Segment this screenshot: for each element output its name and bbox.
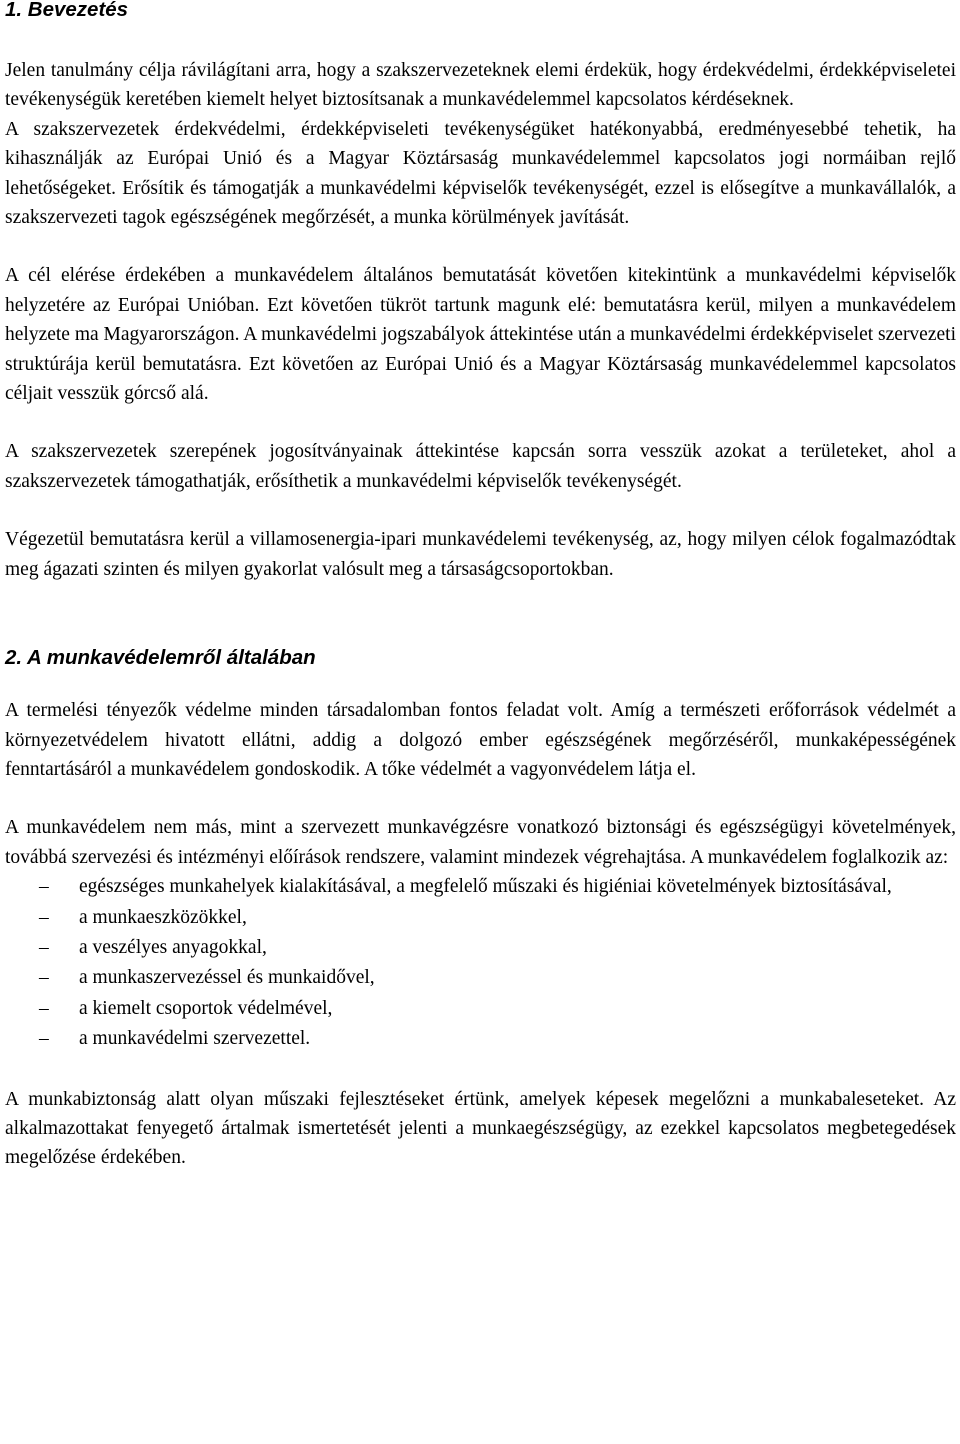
list-item: – a kiemelt csoportok védelmével, xyxy=(5,994,956,1024)
list-item: – a munkaeszközökkel, xyxy=(5,903,956,933)
paragraph: Végezetül bemutatásra kerül a villamosenergia-ipari munkavédelemi tevékenység, az, hogy milyen célok fogalmazódtak meg ágazati szinten és milyen gyakorlat valósult meg a társaságcsoportokban. xyxy=(5,529,956,580)
topics-list xyxy=(5,872,956,1054)
list-item: – a munkavédelmi szervezettel. xyxy=(5,1024,956,1054)
paragraph: A munkavédelem nem más, mint a szervezett munkavégzésre vonatkozó biztonsági és egészségügyi követelmények, továbbá szervezési és intézményi előírások rendszere, valamint mindezek végrehajtása. A munkavédelem foglalkozik az: xyxy=(5,817,956,868)
dash-bullet-icon: – xyxy=(39,906,49,928)
dash-bullet-icon: – xyxy=(39,876,49,898)
section-heading-occupational-safety: 2. A munkavédelemről általában xyxy=(5,646,316,670)
paragraph: A cél elérése érdekében a munkavédelem általános bemutatását követően kitekintünk a munkavédelmi képviselők helyzetére az Európai Unióban. Ezt követően tükröt tartunk magunk elé: bemutatásra kerül, milyen a munkavédelem helyzete ma Magyarországon. A munkavédelmi jogszabályok áttekintése után a munkavédelmi érdekképviselet szervezeti struktúrája kerül bemutatásra. Ezt követően az Európai Unió és a Magyar Köztársaság munkavédelemmel kapcsolatos céljait vesszük górcső alá. xyxy=(5,265,956,405)
dash-bullet-icon: – xyxy=(39,997,49,1019)
paragraph: Jelen tanulmány célja rávilágítani arra, hogy a szakszervezeteknek elemi érdekük, hogy érdekvédelmi, érdekképviseletei tevékenységük keretében kiemelt helyet biztosítsanak a munkavédelemmel kapcsolatos kérdéseknek. xyxy=(5,60,956,111)
list-item: – a veszélyes anyagokkal, xyxy=(5,933,956,963)
list-item: – egészséges munkahelyek kialakításával, a megfelelő műszaki és higiéniai követelmények biztosításával, xyxy=(5,872,956,902)
paragraph: A munkabiztonság alatt olyan műszaki fejlesztéseket értünk, amelyek képesek megelőzni a munkabaleseteket. Az alkalmazottakat fenyegető ártalmak ismertetését jelenti a munkaegészségügy, az ezekkel kapcsolatos megbetegedések megelőzése érdekében. xyxy=(5,1088,956,1169)
section-heading-introduction: 1. Bevezetés xyxy=(5,0,129,21)
document-page xyxy=(5,0,956,1173)
list-item: – a munkaszervezéssel és munkaidővel, xyxy=(5,963,956,993)
paragraph: A termelési tényezők védelme minden társadalomban fontos feladat volt. Amíg a természeti erőforrások védelmét a környezetvédelem hivatott ellátni, addig a dolgozó ember egészségének megőrzéséről, munkaképességének fenntartásáról a munkavédelem gondoskodik. A tőke védelmét a vagyonvédelem látja el. xyxy=(5,700,956,780)
paragraph: A szakszervezetek érdekvédelmi, érdekképviseleti tevékenységüket hatékonyabbá, eredményesebbé tehetik, ha kihasználják az Európai Unió és a Magyar Köztársaság munkavédelemmel kapcsolatos jogi normáiban rejlő lehetőségeket. Erősítik és támogatják a munkavédelmi képviselők tevékenységét, ezzel is elősegítve a munkavállalók, a szakszervezeti tagok egészségének megőrzését, a munka körülmények javítását. xyxy=(5,118,956,229)
dash-bullet-icon: – xyxy=(39,967,49,989)
paragraph: A szakszervezetek szerepének jogosítványainak áttekintése kapcsán sorra vesszük azokat a területeket, ahol a szakszervezetek támogathatják, erősíthetik a munkavédelmi képviselők tevékenységét. xyxy=(5,441,956,492)
dash-bullet-icon: – xyxy=(39,936,49,958)
dash-bullet-icon: – xyxy=(39,1028,49,1050)
